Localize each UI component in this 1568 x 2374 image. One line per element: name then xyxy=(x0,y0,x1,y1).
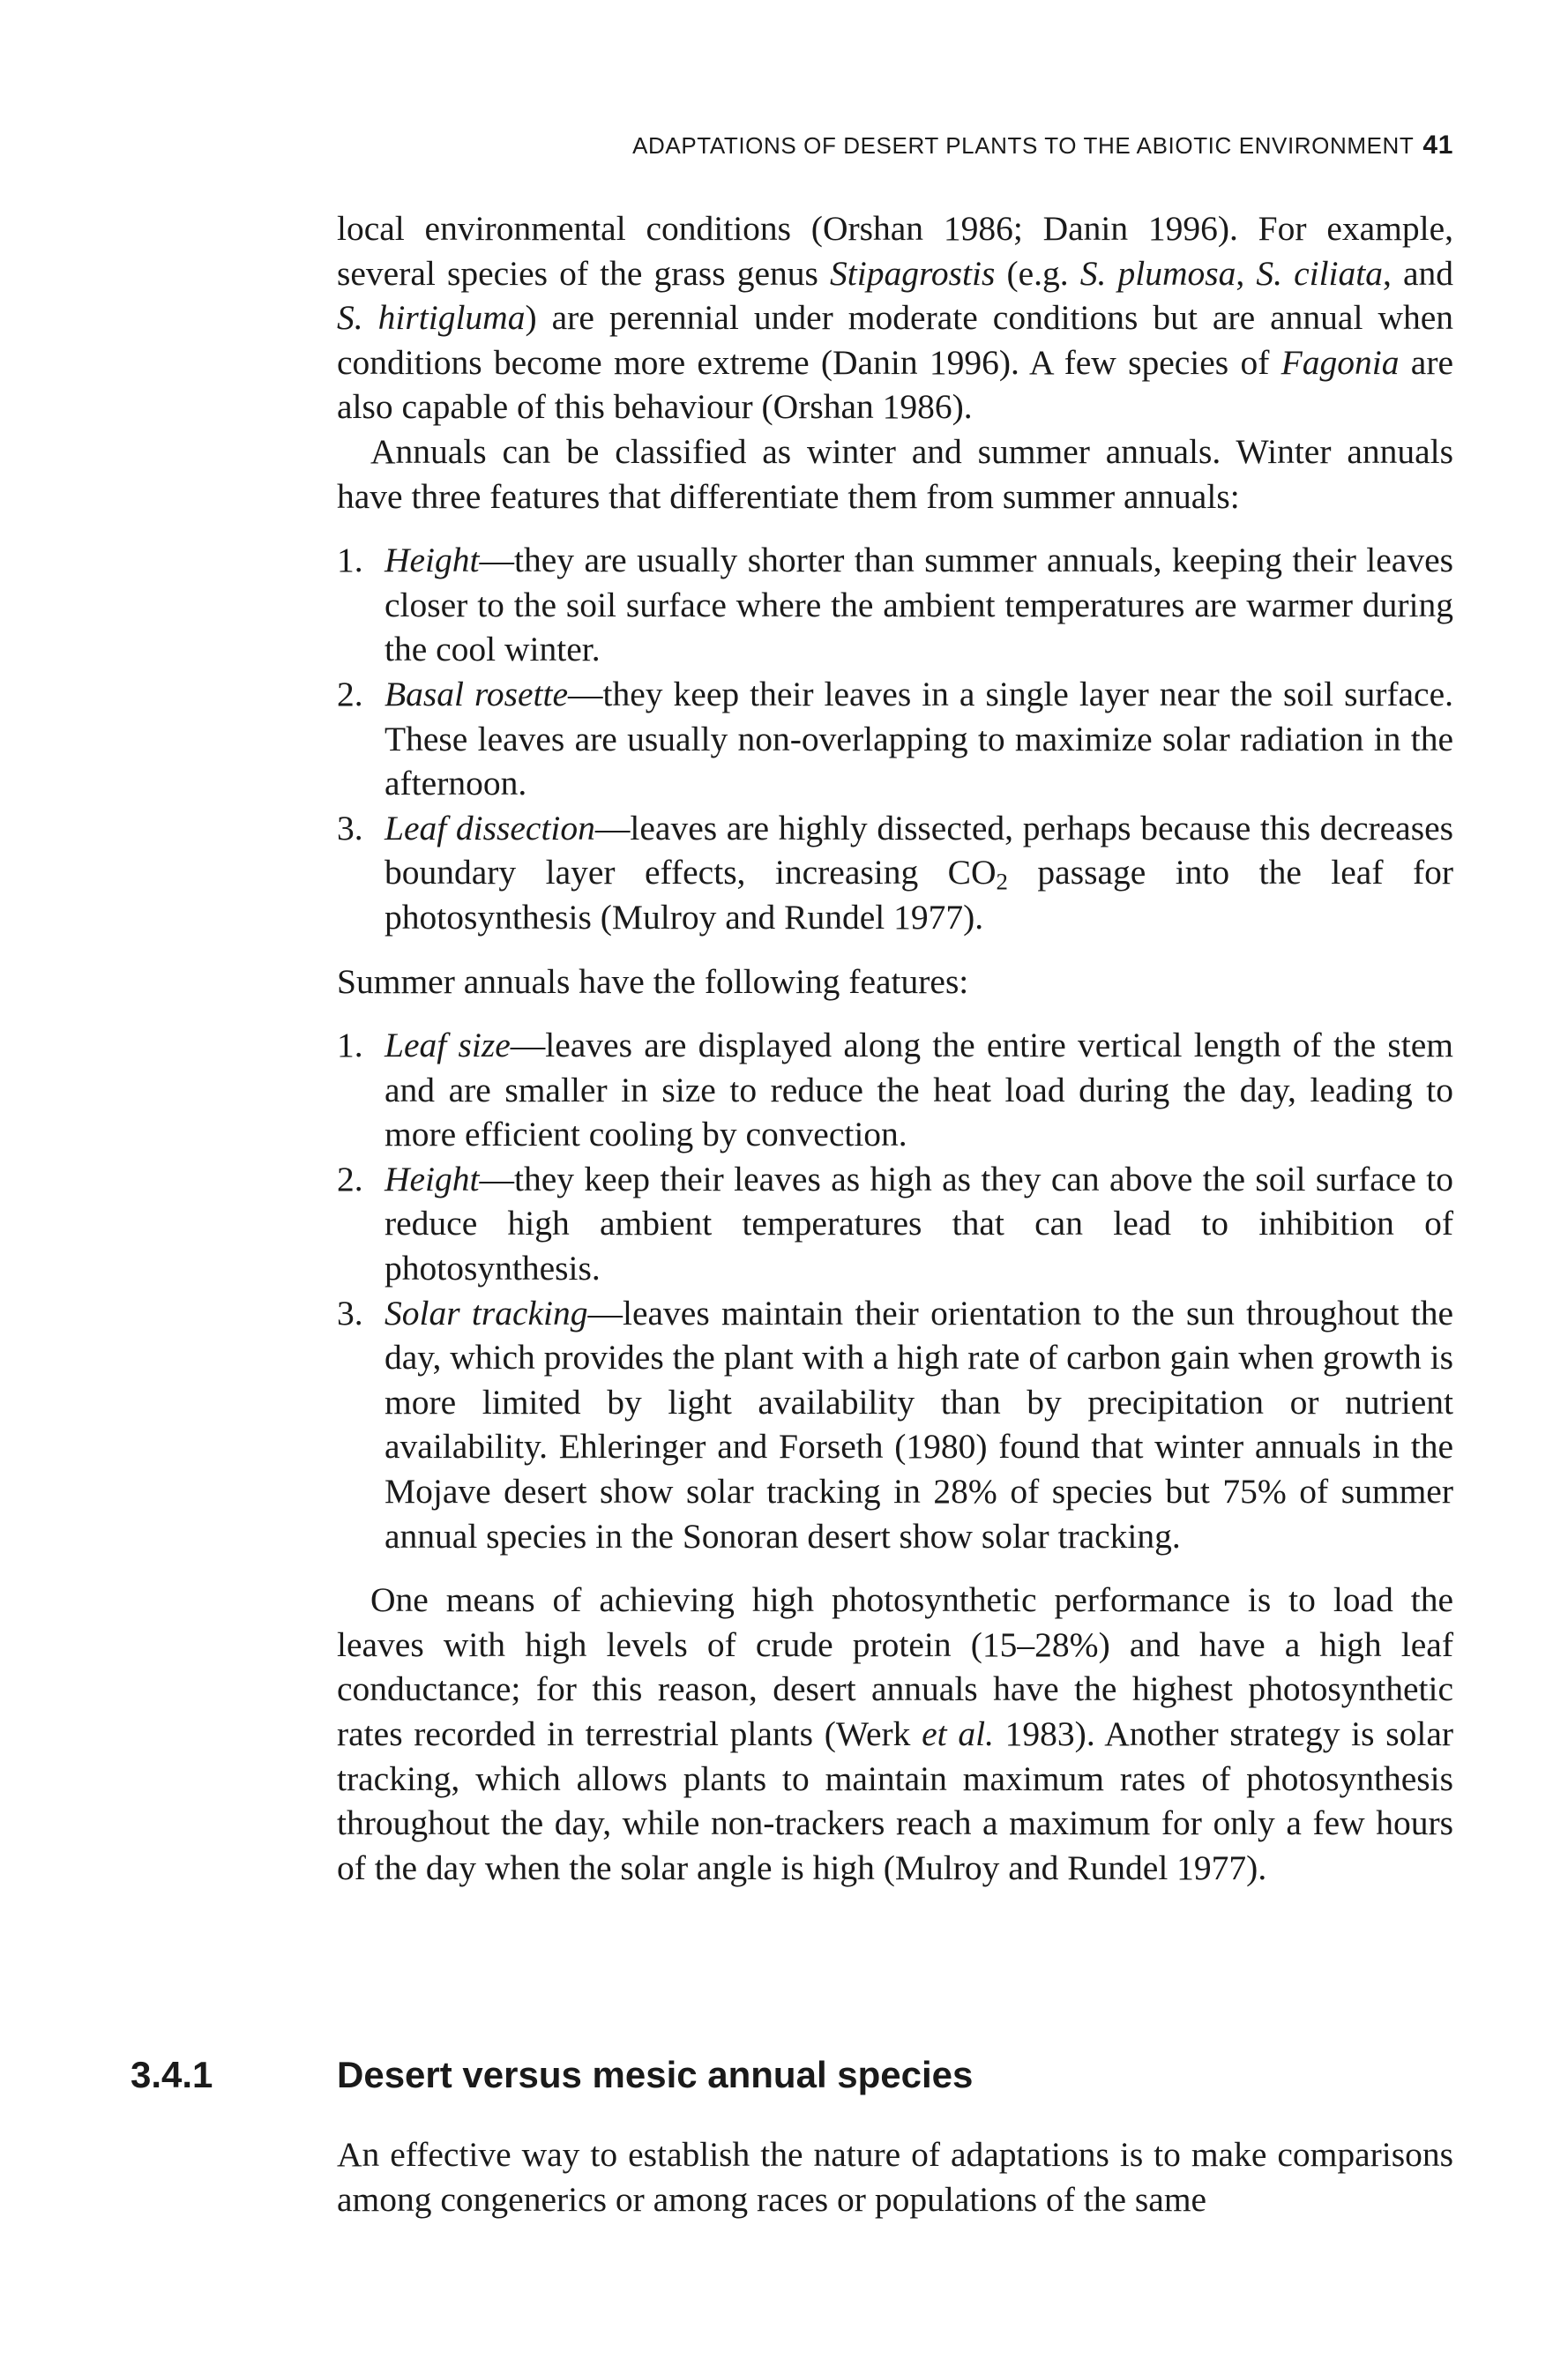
feature-term: Leaf dissection xyxy=(385,808,595,847)
species-name: S. hirtigluma xyxy=(337,298,526,338)
page-number: 41 xyxy=(1422,131,1453,160)
paragraph-annuals: Annuals can be classified as winter and summer annuals. Winter annuals have three features that differentiate them from summer annuals: xyxy=(337,431,1453,516)
list-item: 1. Height—they are usually shorter than summer annuals, keeping their leaves closer to the soil surface where the ambient temperatures are warmer during the cool winter. xyxy=(337,541,1453,669)
summer-features-list xyxy=(337,1023,1453,1558)
species-name: S. ciliata xyxy=(1256,253,1384,293)
list-item: 3. Solar tracking—leaves maintain their orientation to the sun throughout the day, which provides the plant with a high rate of carbon gain when growth is more limited by light availability than by precipitation or nutrient availability. Ehleringer and Forseth (1980) found that winter annuals in the Mojave desert show solar tracking in 28% of species but 75% of summer annual species in the Sonoran desert show solar tracking. xyxy=(337,1293,1453,1556)
section-text-column xyxy=(337,2132,1453,2221)
winter-features-list xyxy=(337,538,1453,939)
main-text-column xyxy=(337,206,1453,1890)
feature-term: Basal rosette xyxy=(385,674,569,713)
list-item: 1. Leaf size—leaves are displayed along the entire vertical length of the stem and are smaller in size to reduce the heat load during the day, leading to more efficient cooling by convection. xyxy=(337,1026,1454,1154)
feature-term: Height xyxy=(385,1159,480,1198)
running-head xyxy=(632,131,1453,161)
paragraph-intro: local environmental conditions (Orshan 1986; Danin 1996). For example, several species of the grass genus Stipagrostis (e.g. S. plumosa, S. ciliata, and S. hirtigluma) are perennial under moderate conditions but are annual when conditions become more extreme (Danin 1996). A few species of Fagonia are also capable of this behaviour (Orshan 1986). xyxy=(337,209,1454,427)
paragraph-summer-intro: Summer annuals have the following features: xyxy=(337,961,969,1001)
list-item: 2. Basal rosette—they keep their leaves in a single layer near the soil surface. These leaves are usually non-overlapping to maximize solar radiation in the afternoon. xyxy=(337,674,1453,803)
species-name: S. plumosa xyxy=(1079,253,1236,293)
paragraph-photosynthesis: One means of achieving high photosynthetic performance is to load the leaves with high levels of crude protein (15–28%) and have a high leaf conductance; for this reason, desert annuals have the highest photosynthetic rates recorded in terrestrial plants (Werk et al. 1983). Another strategy is solar tracking, which allows plants to maintain maximum rates of photosynthesis throughout the day, while non-trackers reach a maximum for only a few hours of the day when the solar angle is high (Mulroy and Rundel 1977). xyxy=(337,1580,1454,1887)
genus-name: Fagonia xyxy=(1281,342,1400,382)
feature-term: Solar tracking xyxy=(385,1293,588,1333)
list-item: 3. Leaf dissection—leaves are highly dissected, perhaps because this decreases boundary layer effects, increasing $CO_2$ passage into the leaf for photosynthesis (Mulroy and Rundel 1977). xyxy=(337,808,1454,937)
list-item: 2. Height—they keep their leaves as high as they can above the soil surface to reduce high ambient temperatures that can lead to inhibition of photosynthesis. xyxy=(337,1159,1453,1288)
section-number: 3.4.1 xyxy=(131,2054,213,2095)
section-title: Desert versus mesic annual species xyxy=(337,2054,974,2095)
paragraph-section: An effective way to establish the nature of adaptations is to make comparisons among congenerics or among races or populations of the same xyxy=(337,2135,1453,2219)
genus-name: Stipagrostis xyxy=(830,253,996,293)
feature-term: Height xyxy=(385,541,480,580)
feature-term: Leaf size xyxy=(385,1026,511,1065)
running-title: ADAPTATIONS OF DESERT PLANTS TO THE ABIOTIC ENVIRONMENT xyxy=(632,132,1415,159)
